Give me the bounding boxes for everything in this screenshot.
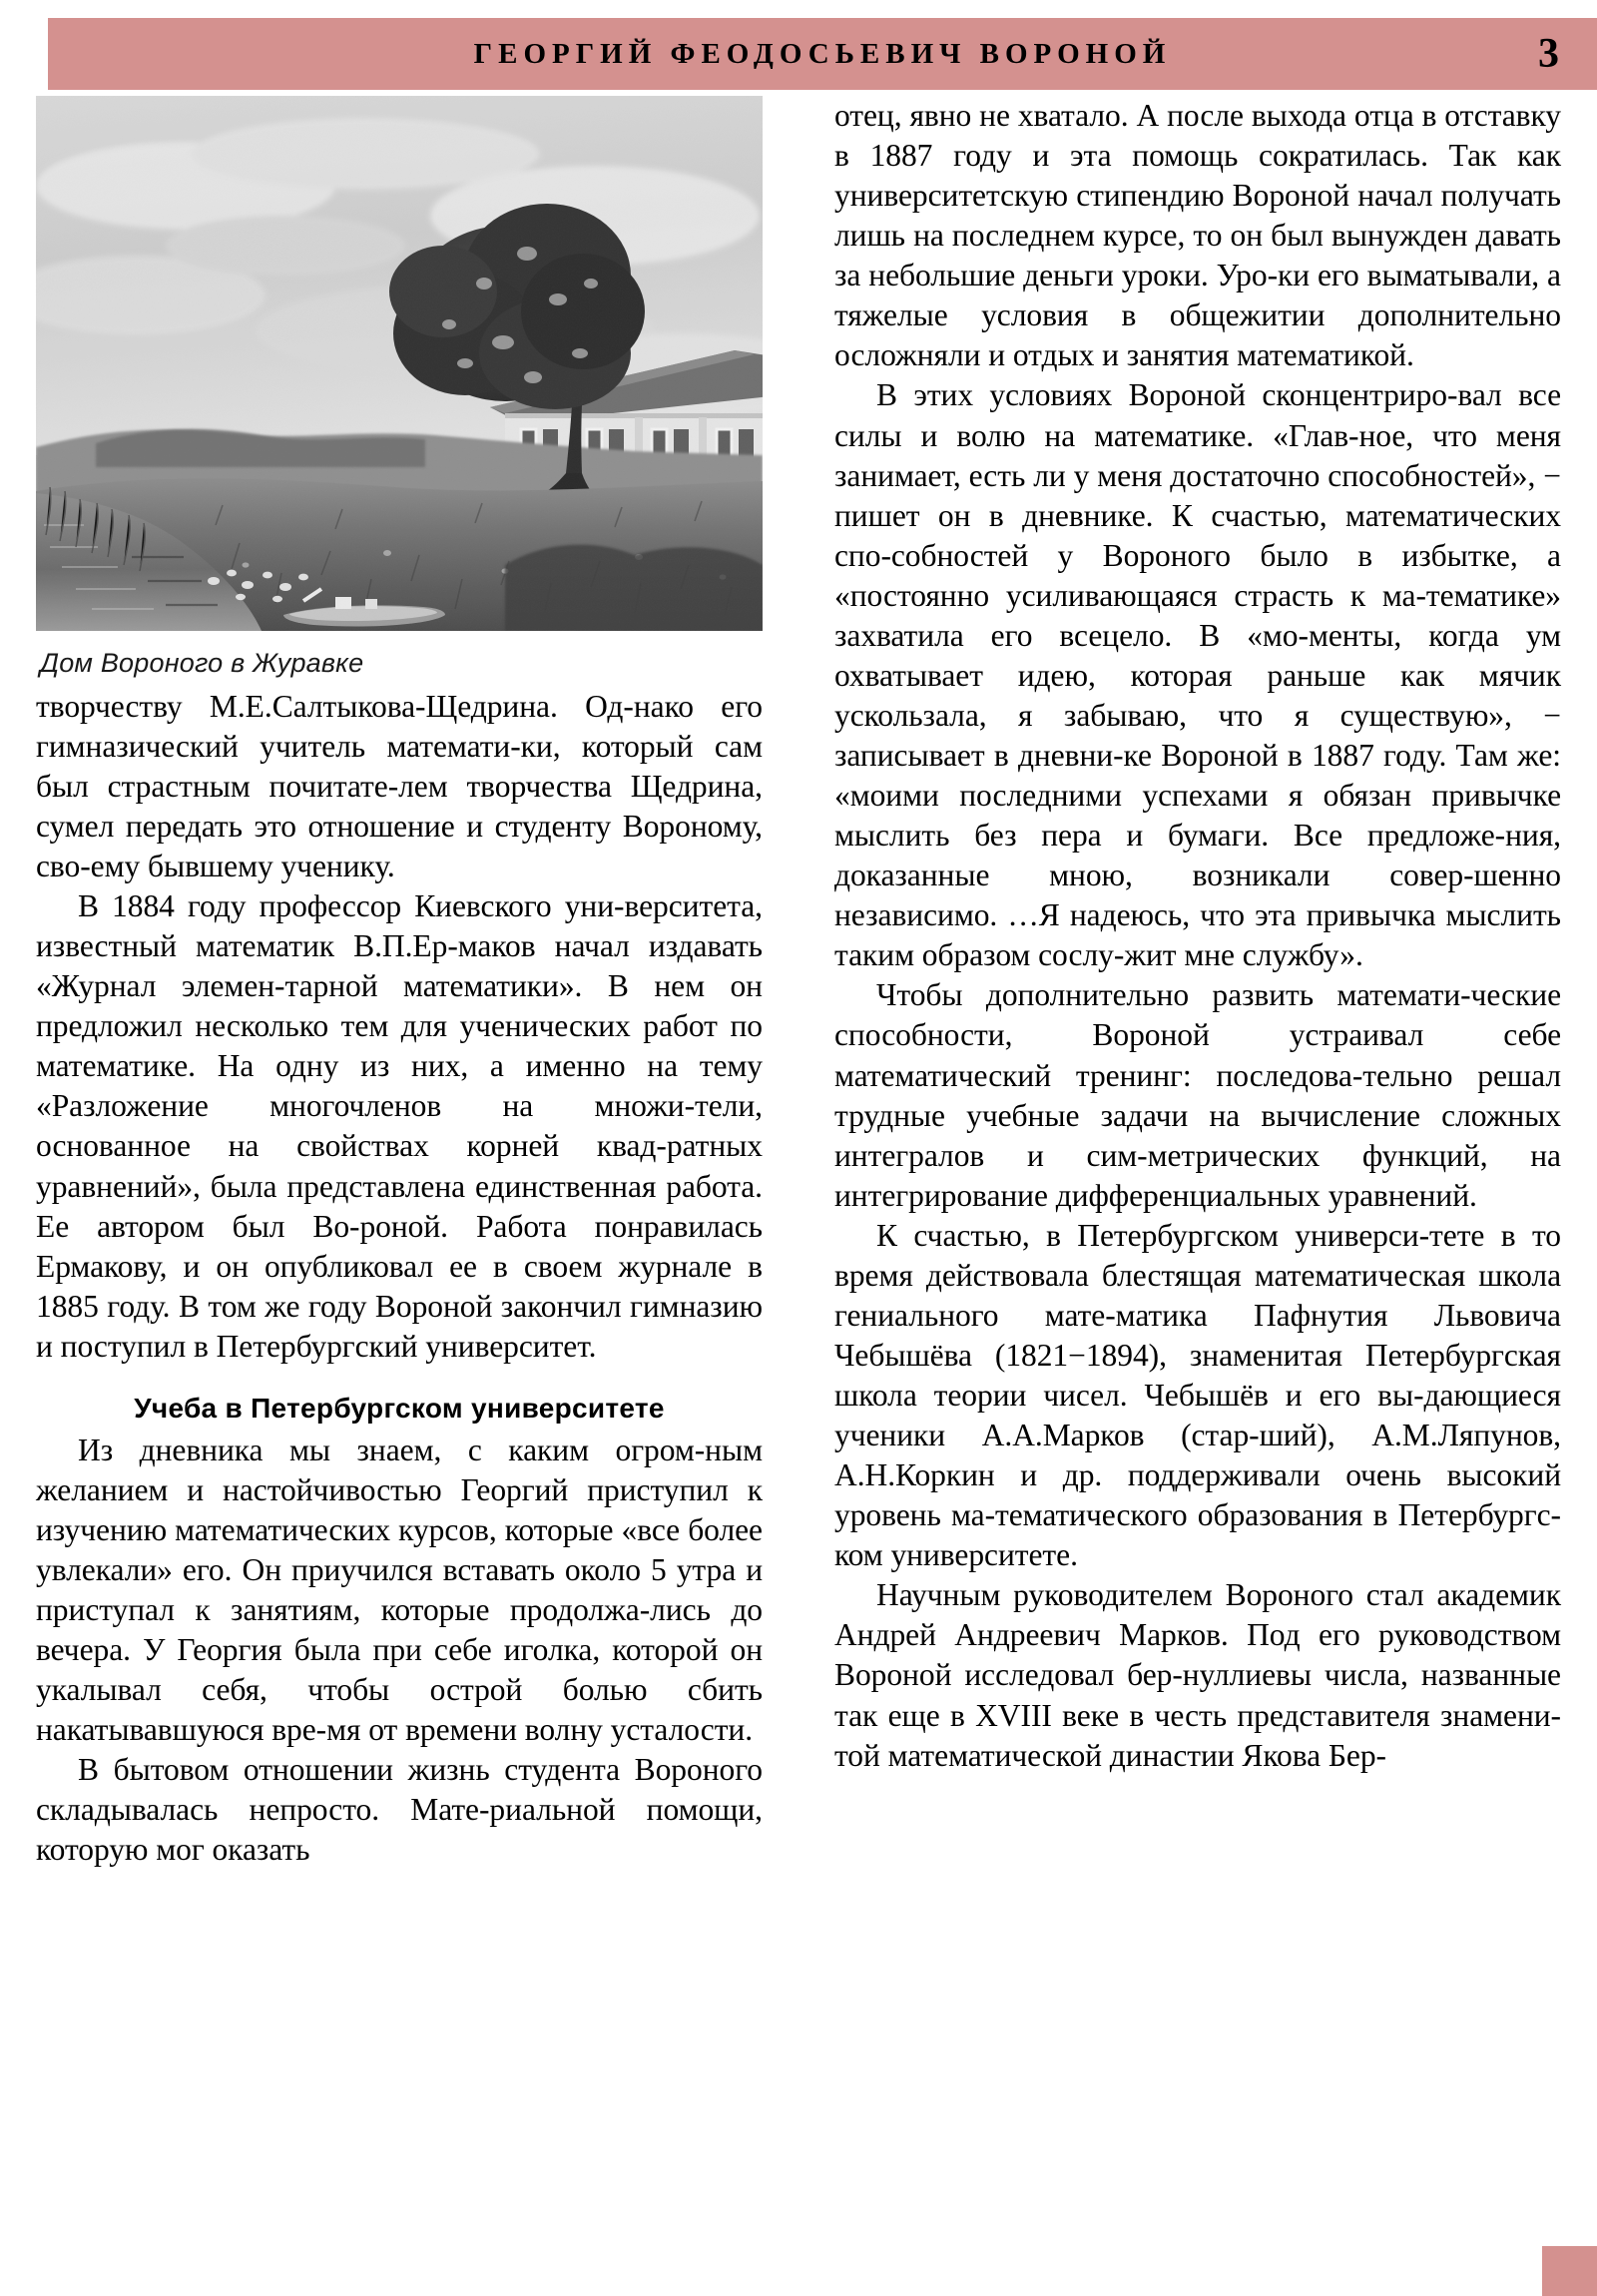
running-title: ГЕОРГИЙ ФЕОДОСЬЕВИЧ ВОРОНОЙ (473, 37, 1172, 70)
paragraph-markov-advisor: Научным руководителем Вороного стал академик Андрей Андреевич Марков. Под его руководством Вороной исследовал бер-нуллиевы числа, названные так еще в XVIII веке в честь представителя знамени-той математической династии Якова Бер- (834, 1577, 1561, 1773)
paragraph-father-support: отец, явно не хватало. А после выхода отца в отставку в 1887 году и эта помощь сократилась. Так как университетскую стипендию Вороной начал получать лишь на последнем курсе, то он был вынужден давать за небольшие деньги уроки. Уро-ки его выматывали, а тяжелые условия в общежитии дополнительно осложняли и отдых и занятия математикой. (834, 98, 1561, 373)
figure-caption: Дом Вороного в Журавке (40, 648, 364, 678)
paragraph-math-training: Чтобы дополнительно развить математи-ческие способности, Вороной устраивал себе математический тренинг: последова-тельно решал трудные учебные задачи на вычисление сложных интегралов и сим-метрических функций, на интегрирование дифференциальных уравнений. (834, 977, 1561, 1213)
photograph (36, 96, 763, 631)
page-header-band (48, 18, 1597, 90)
paragraph-chebyshev-school: К счастью, в Петербургском универси-тете в то время действовала блестящая математическая школа гениального мате-матика Пафнутия Львовича Чебышёва (1821−1894), знаменитая Петербургская школа теории чисел. Чебышёв и его вы-дающиеся ученики А.А.Марков (стар-ший), А.М.Ляпунов, А.Н.Коркин и др. поддерживали очень высокий уровень ма-тематического образования в Петербургс-ком университете. (834, 1217, 1561, 1573)
paragraph-diary-routine: Из дневника мы знаем, с каким огром-ным желанием и настойчивостью Георгий приступил к изучению математических курсов, которые «все более увлекали» его. Он приучился вставать около 5 утра и приступал к занятиям, которые продолжа-лись до вечера. У Георгия была при себе иголка, которой он укалывал себя, чтобы острой болью сбить накатывавшуюся вре-мя от времени волну усталости. (36, 1432, 763, 1748)
paragraph-ermakov-journal: В 1884 году профессор Киевского уни-верситета, известный математик В.П.Ер-маков начал издавать «Журнал элемен-тарной математики». В нем он предложил несколько тем для ученических работ по математике. На одну из них, а именно на тему «Разложение многочленов на множи-тели, основанное на свойствах корней квад-ратных уравнений», была представлена единственная работа. Ее автором был Во-роной. Работа понравилась Ермакову, и он опубликовал ее в своем журнале в 1885 году. В том же году Вороной закончил гимназию и поступил в Петербургский университет. (36, 888, 763, 1364)
right-column (834, 96, 1561, 1776)
corner-decoration (1542, 2246, 1597, 2296)
page-number: 3 (1538, 31, 1559, 77)
paragraph-continuation: творчеству М.Е.Салтыкова-Щедрина. Од-нако его гимназический учитель математи-ки, который сам был страстным почитате-лем творчества Щедрина, сумел передать это отношение и студенту Вороному, сво-ему бывшему ученику. (36, 688, 763, 883)
section-heading-petersburg-studies: Учеба в Петербургском университете (134, 1392, 665, 1424)
page-body (0, 96, 1597, 2296)
figure-house-of-voronoy (36, 96, 763, 681)
paragraph-daily-life: В бытовом отношении жизнь студента Вороного складывалась непросто. Мате-риальной помощи, которую мог оказать (36, 1752, 763, 1868)
left-column (36, 96, 763, 1871)
paragraph-concentration-math: В этих условиях Вороной сконцентриро-вал все силы и волю на математике. «Глав-ное, что меня занимает, есть ли у меня достаточно способностей», − пишет он в дневнике. К счастью, математических спо-собностей у Вороного было в избытке, а «постоянно усиливающаяся страсть к ма-тематике» захватила его всецело. В «мо-менты, когда ум охватывает идею, которая раньше как мячик ускользала, я забываю, что я существую», − записывает в дневни-ке Вороной в 1887 году. Там же: «моими последними успехами я обязан привычке мыслить без пера и бумаги. Все предложе-ния, доказанные мною, возникали совер-шенно независимо. …Я надеюсь, что эта привычка мыслить таким образом сослу-жит мне службу». (834, 377, 1561, 973)
